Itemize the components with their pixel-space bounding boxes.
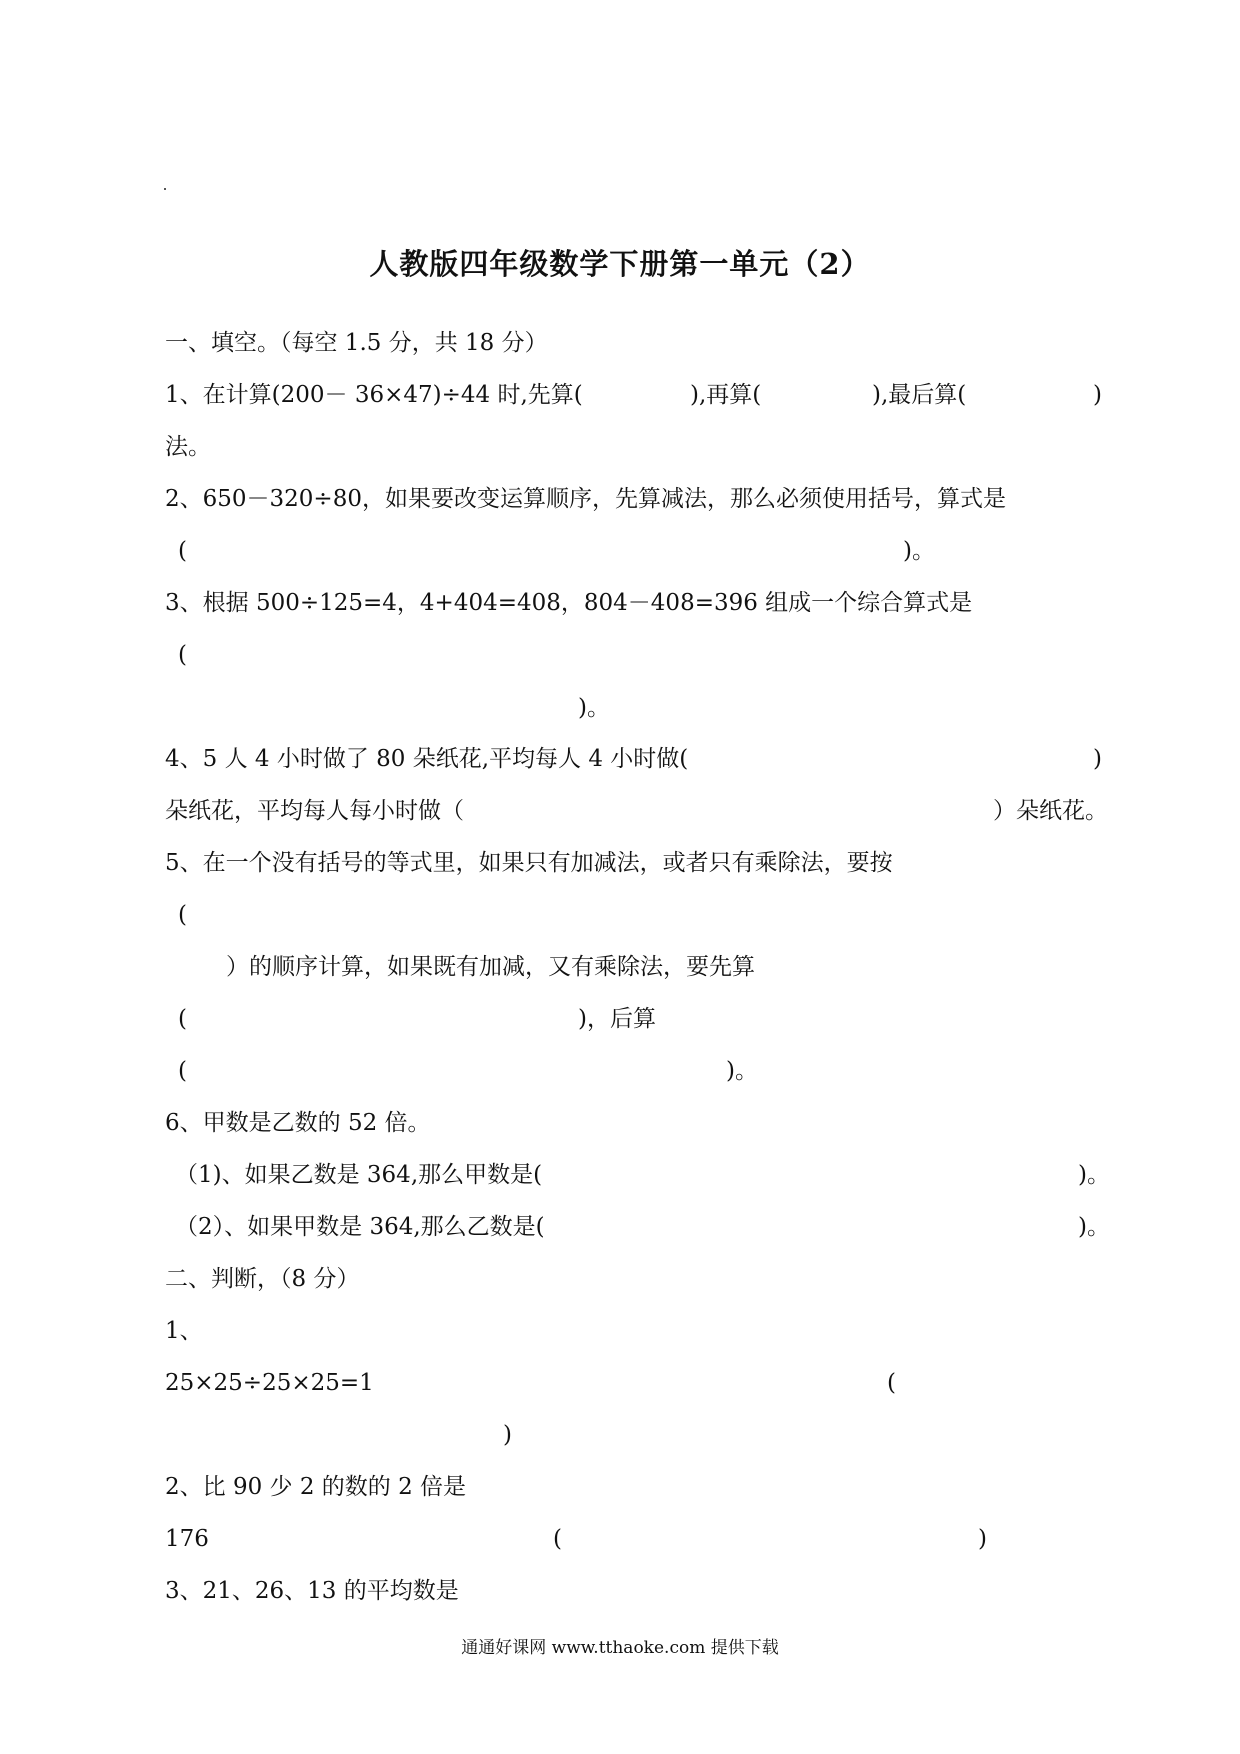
j1-number: 1、 bbox=[165, 1318, 203, 1344]
q5-line1: 5、在一个没有括号的等式里，如果只有加减法，或者只有乘除法，要按 bbox=[165, 850, 893, 876]
q3-close-paren: )。 bbox=[578, 695, 610, 721]
q3-line1: 3、根据 500÷125=4，4+404=408，804－408=396 组成一个综合算式是 bbox=[165, 590, 973, 616]
q1-line2: 法。 bbox=[165, 434, 211, 460]
q5-line3: ）的顺序计算，如果既有加减，又有乘除法，要先算 bbox=[226, 954, 755, 980]
j3-line1: 3、21、26、13 的平均数是 bbox=[165, 1578, 459, 1604]
q1-blank1-close: ),再算( bbox=[690, 382, 762, 408]
j1-open-paren: ( bbox=[887, 1370, 896, 1396]
section-1-heading: 一、填空。（每空 1.5 分，共 18 分） bbox=[165, 330, 548, 356]
q4-line1: 4、5 人 4 小时做了 80 朵纸花,平均每人 4 小时做( bbox=[165, 746, 689, 772]
worksheet-title: 人教版四年级数学下册第一单元（2） bbox=[369, 247, 871, 281]
q2-open-paren: ( bbox=[178, 538, 187, 564]
j2-line1: 2、比 90 少 2 的数的 2 倍是 bbox=[165, 1474, 467, 1500]
q1-blank3-close: ) bbox=[1093, 382, 1102, 408]
q2-close-paren: )。 bbox=[903, 538, 935, 564]
q5-open-paren-1: ( bbox=[178, 902, 187, 928]
q5-open-paren-2: ( bbox=[178, 1006, 187, 1032]
j2-close-paren: ) bbox=[978, 1526, 987, 1552]
q6-sub2: （2）、如果甲数是 364,那么乙数是( bbox=[175, 1214, 545, 1240]
j1-close-paren: ) bbox=[503, 1422, 512, 1448]
j2-open-paren: ( bbox=[553, 1526, 562, 1552]
q5-close-paren-2: )，后算 bbox=[578, 1006, 656, 1032]
section-2-heading: 二、判断，（8 分） bbox=[165, 1266, 360, 1292]
q4-line1-close: ) bbox=[1093, 746, 1102, 772]
q6-sub2-close: )。 bbox=[1078, 1214, 1110, 1240]
q1-line1: 1、在计算(200－ 36×47)÷44 时,先算( bbox=[165, 382, 583, 408]
q4-line2: 朵纸花，平均每人每小时做（ bbox=[165, 798, 464, 824]
q3-open-paren: ( bbox=[178, 642, 187, 668]
q6-line1: 6、甲数是乙数的 52 倍。 bbox=[165, 1110, 431, 1136]
q5-close-paren-3: )。 bbox=[726, 1058, 758, 1084]
q6-sub1: （1)、如果乙数是 364,那么甲数是( bbox=[175, 1162, 543, 1188]
j1-expression: 25×25÷25×25=1 bbox=[165, 1370, 374, 1396]
q6-sub1-close: )。 bbox=[1078, 1162, 1110, 1188]
q1-blank2-close: ),最后算( bbox=[872, 382, 967, 408]
q4-line2-close: ）朵纸花。 bbox=[993, 798, 1108, 824]
scan-speck bbox=[164, 188, 166, 190]
q2-line1: 2、650－320÷80，如果要改变运算顺序，先算减法，那么必须使用括号，算式是 bbox=[165, 486, 1006, 512]
j2-value: 176 bbox=[165, 1526, 209, 1552]
download-footer: 通通好课网 www.tthaoke.com 提供下载 bbox=[461, 1638, 779, 1658]
q5-open-paren-3: ( bbox=[178, 1058, 187, 1084]
